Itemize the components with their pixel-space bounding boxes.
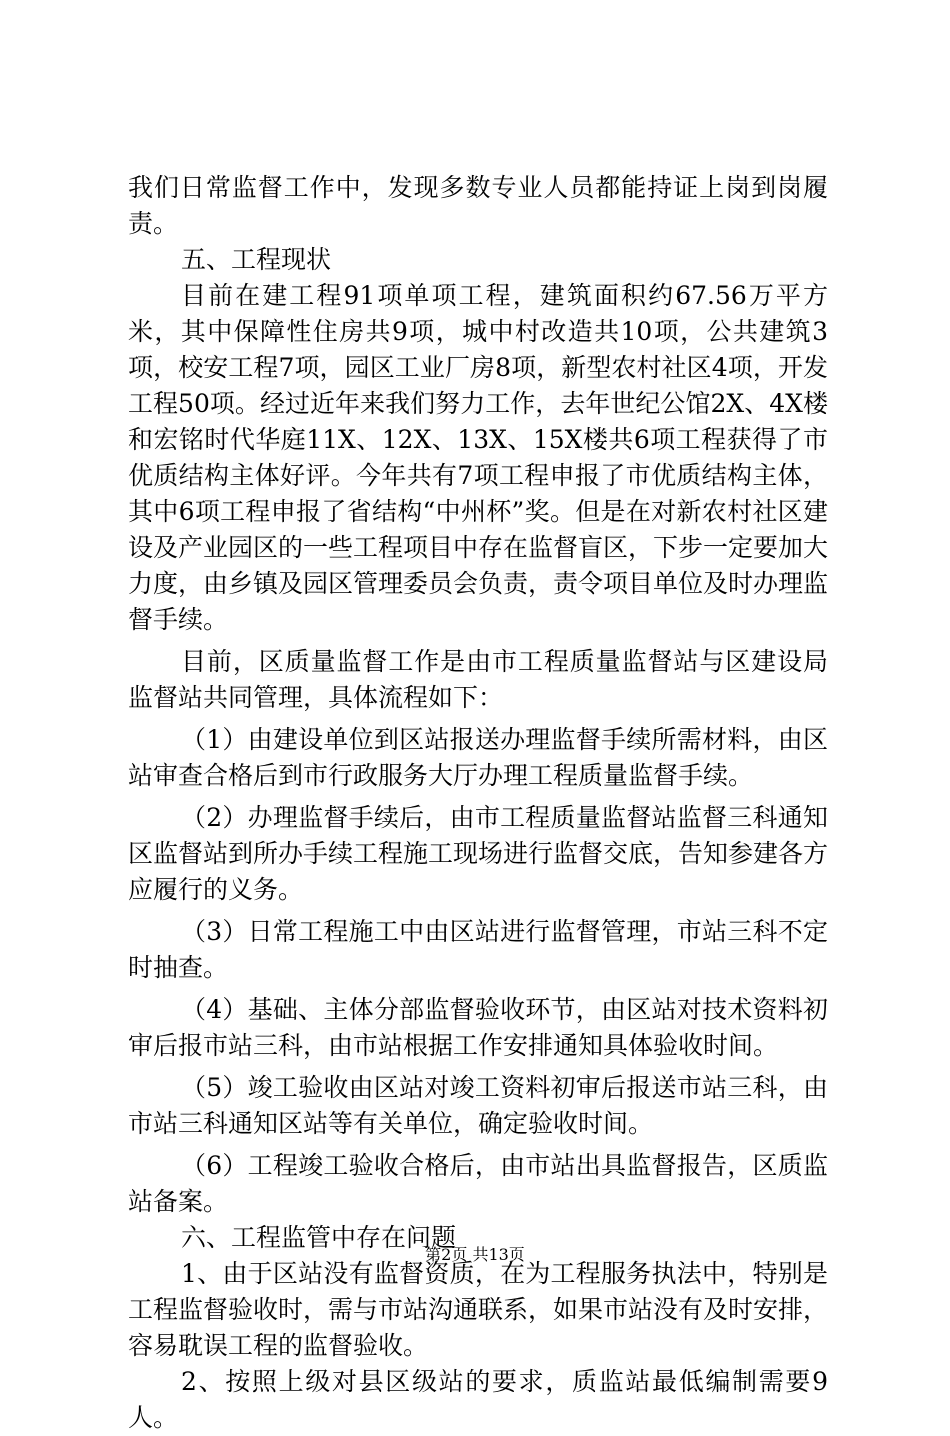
paragraph-project-status: 目前在建工程91项单项工程，建筑面积约67.56万平方米，其中保障性住房共9项，城中村改造共10项，公共建筑3项，校安工程7项，园区工业厂房8项，新型农村社区4项，开发工程50项。经过近年来我们努力工作，去年世纪公馆2X、4X楼和宏铭时代华庭11X、12X、13X、15X楼共6项工程获得了市优质结构主体好评。今年共有7项工程申报了市优质结构主体，其中6项工程申报了省结构“中州杯”奖。但是在对新农村社区建设及产业园区的一些工程项目中存在监督盲区，下步一定要加大力度，由乡镇及园区管理委员会负责，责令项目单位及时办理监督手续。 <box>128 281 829 634</box>
issue-item-1: 1、由于区站没有监督资质，在为工程服务执法中，特别是工程监督验收时，需与市站沟通联系，如果市站没有及时安排，容易耽误工程的监督验收。 <box>128 1259 829 1360</box>
section-heading-6: 六、工程监管中存在问题 <box>181 1223 457 1252</box>
process-step-1: （1）由建设单位到区站报送办理监督手续所需材料，由区站审查合格后到市行政服务大厅办理工程质量监督手续。 <box>128 725 828 790</box>
process-step-2: （2）办理监督手续后，由市工程质量监督站监督三科通知区监督站到所办手续工程施工现场进行监督交底，告知参建各方应履行的义务。 <box>128 803 829 904</box>
process-step-4: （4）基础、主体分部监督验收环节，由区站对技术资料初审后报市站三科，由市站根据工作安排通知具体验收时间。 <box>128 995 828 1060</box>
paragraph-supervision-overview: 目前，区质量监督工作是由市工程质量监督站与区建设局监督站共同管理，具体流程如下： <box>128 647 828 712</box>
process-step-6: （6）工程竣工验收合格后，由市站出具监督报告，区质监站备案。 <box>128 1151 828 1216</box>
process-step-3: （3）日常工程施工中由区站进行监督管理，市站三科不定时抽查。 <box>128 917 828 982</box>
section-heading-5: 五、工程现状 <box>181 245 332 274</box>
issue-item-2: 2、按照上级对县区级站的要求，质监站最低编制需要9人。 <box>128 1367 828 1432</box>
page-footer: 第2页 共13页 <box>425 1245 525 1264</box>
paragraph-continuation: 我们日常监督工作中，发现多数专业人员都能持证上岗到岗履责。 <box>128 173 828 238</box>
process-step-5: （5）竣工验收由区站对竣工资料初审后报送市站三科，由市站三科通知区站等有关单位，确定验收时间。 <box>128 1073 828 1138</box>
